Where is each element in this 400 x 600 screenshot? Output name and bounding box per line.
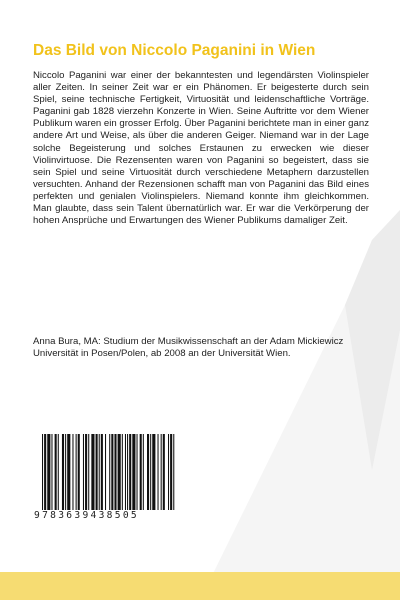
footer-bar <box>0 572 400 600</box>
barcode <box>32 427 184 527</box>
author-bio: Anna Bura, MA: Studium der Musikwissenschaft an der Adam Mickiewicz Universität in Posen/Polen, ab 2008 an der Universität Wien. <box>33 336 344 360</box>
book-title: Das Bild von Niccolo Paganini in Wien <box>33 42 316 59</box>
barcode-bars <box>40 434 176 510</box>
book-blurb: Niccolo Paganini war einer der bekanntesten und legendärsten Violinspieler aller Zeiten. In seiner Zeit war er ein Phänomen. Er beigesterte durch sein Spiel, seine technische Fertigkeit, Virtuosität und leidenschaftliche Vorträge. Paganini gab 1828 vierzehn Konzerte in Wien. Seine Auftritte vor dem Wiener Publikum waren ein grosser Erfolg. Über Paganini berichtete man in einer ganz andere Art und Weise, als über die anderen Geiger. Niemand war in der Lage solche Begeisterung und solches Erstaunen zu erwecken wie dieser Violinvirtuose. Die Rezensenten waren von Paganini so begeistert, dass sie sein Spiel und seine Virtuosität durch verschiedene Metaphern darzustellen versuchten. Anhand der Rezensionen schafft man von Paganini das Bild eines perfekten und genialen Violinspielers. Niemand konnte ihm gleichkommen. Man glaubte, dass sein Talent übernatürlich war. Er war die Verkörperung der hohen Ansprüche und Erwartungen des Wiener Publikums damaliger Zeit. <box>33 70 369 227</box>
isbn-number: 9783639438505 <box>34 510 139 521</box>
